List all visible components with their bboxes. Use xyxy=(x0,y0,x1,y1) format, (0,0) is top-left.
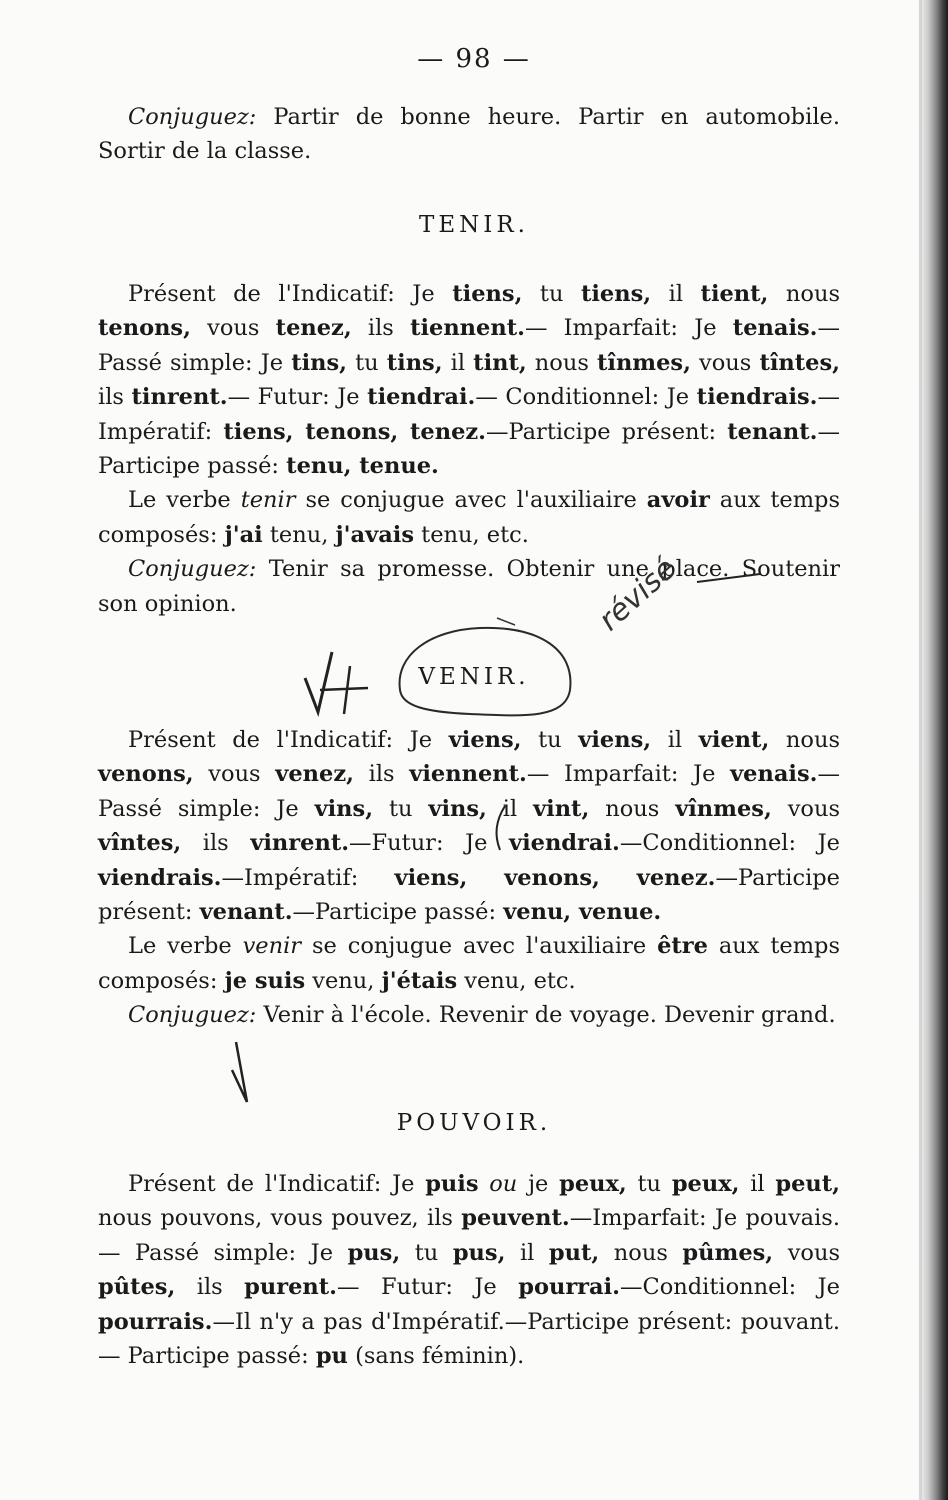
section-pouvoir-body xyxy=(98,1167,840,1373)
venir-conjugation: Présent de l'Indicatif: Je viens, tu viens, il vient, nous venons, vous venez, ils viennent.— Imparfait: Je venais.— Passé simple: Je vins, tu vins, il vint, nous vînmes, vous vîntes, ils vinrent.—Futur: Je viendrai.—Conditionnel: Je viendrais.—Impératif: viens, venons, venez.—Participe présent: venant.—Participe passé: venu, venue. xyxy=(98,727,840,926)
exercise-label: Conjuguez: xyxy=(128,104,257,130)
page-number: — 98 — xyxy=(417,44,531,74)
margin-handwriting: révisé xyxy=(592,551,684,639)
tenir-exercise: Conjuguez: Tenir sa promesse. Obtenir une place. Soutenir son opinion. xyxy=(98,556,840,617)
section-title-tenir: TENIR. xyxy=(419,212,529,238)
binding-shadow xyxy=(918,0,948,1500)
tenir-conjugation: Présent de l'Indicatif: Je tiens, tu tiens, il tient, nous tenons, vous tenez, ils tiennent.— Imparfait: Je tenais.— Passé simple: Je tins, tu tins, il tint, nous tînmes, vous tîntes, ils tinrent.— Futur: Je tiendrai.— Conditionnel: Je tiendrais.— Impératif: tiens, tenons, tenez.—Participe présent: tenant.— Participe passé: tenu, tenue. xyxy=(98,281,840,480)
check-mark xyxy=(232,1042,247,1102)
venir-auxiliary-note: Le verbe venir se conjugue avec l'auxiliaire être aux temps composés: je suis venu, j'étais venu, etc. xyxy=(98,933,841,994)
venir-exercise: Conjuguez: Venir à l'école. Revenir de voyage. Devenir grand. xyxy=(128,1002,836,1029)
intro-exercise xyxy=(98,100,840,169)
pouvoir-conjugation: Présent de l'Indicatif: Je puis ou je peux, tu peux, il peut, nous pouvons, vous pouvez, ils peuvent.—Imparfait: Je pouvais.— Passé simple: Je pus, tu pus, il put, nous pûmes, vous pûtes, ils purent.— Futur: Je pourrai.—Conditionnel: Je pourrais.—Il n'y a pas d'Impératif.—Participe présent: pouvant.— Participe passé: pu (sans féminin). xyxy=(98,1171,841,1370)
tenir-auxiliary-note: Le verbe tenir se conjugue avec l'auxiliaire avoir aux temps composés: j'ai tenu, j'avais tenu, etc. xyxy=(98,487,841,548)
intro-exercise-paragraph xyxy=(98,100,840,169)
section-title-pouvoir: POUVOIR. xyxy=(396,1110,552,1136)
section-venir-body xyxy=(98,723,840,1033)
section-title-venir: VENIR. xyxy=(418,664,530,690)
exercise-label: Conjuguez: xyxy=(128,1002,257,1029)
exercise-label: Conjuguez: xyxy=(128,556,257,583)
exercise-text: Partir de bonne heure. Partir en automobile. Sortir de la classe. xyxy=(98,104,840,165)
section-tenir-body xyxy=(98,277,840,621)
